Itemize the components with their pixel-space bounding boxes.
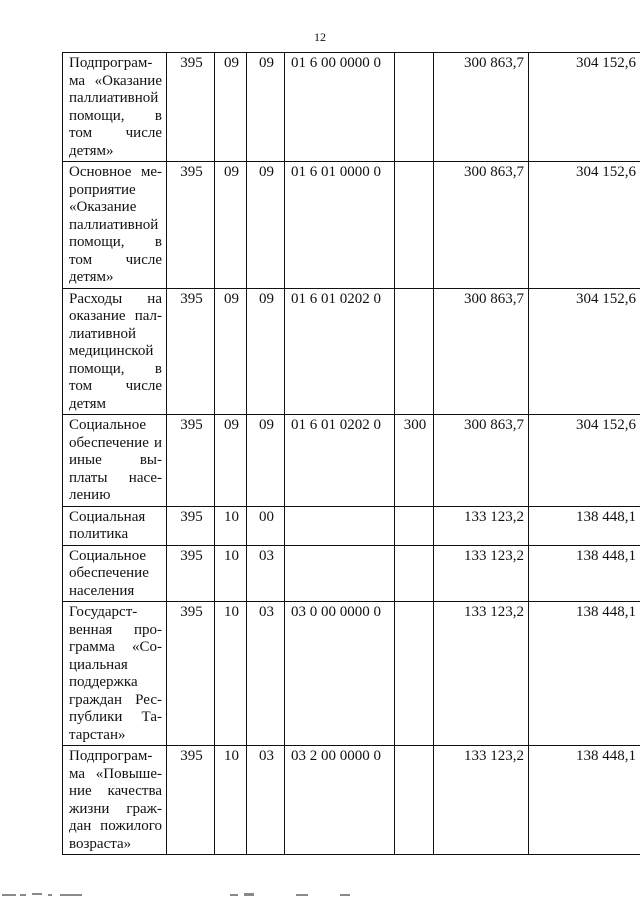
table-body bbox=[63, 53, 640, 855]
cell-expense-type bbox=[395, 53, 434, 162]
table-row bbox=[63, 288, 640, 415]
cell-sum-1: 133 123,2 bbox=[434, 506, 529, 545]
cell-target-code: 03 0 00 0000 0 bbox=[285, 602, 395, 746]
cell-subsection: 09 bbox=[247, 415, 285, 507]
cell-sum-1: 133 123,2 bbox=[434, 746, 529, 855]
cell-sum-2: 138 448,1 bbox=[529, 602, 640, 746]
cell-section: 10 bbox=[215, 506, 247, 545]
cell-name: Социальная политика bbox=[63, 506, 167, 545]
cell-section: 09 bbox=[215, 415, 247, 507]
cell-sum-1: 133 123,2 bbox=[434, 602, 529, 746]
cell-target-code: 03 2 00 0000 0 bbox=[285, 746, 395, 855]
cell-ministry: 395 bbox=[167, 602, 215, 746]
table-row bbox=[63, 506, 640, 545]
table-row bbox=[63, 746, 640, 855]
cell-sum-2: 304 152,6 bbox=[529, 162, 640, 289]
cell-target-code bbox=[285, 545, 395, 602]
cell-section: 09 bbox=[215, 162, 247, 289]
cell-sum-1: 300 863,7 bbox=[434, 53, 529, 162]
cell-subsection: 03 bbox=[247, 602, 285, 746]
cell-section: 09 bbox=[215, 53, 247, 162]
cell-name: Государст-венная про-грамма «Со-циальная поддержка граждан Рес-публики Та-тарстан» bbox=[63, 602, 167, 746]
cell-subsection: 09 bbox=[247, 288, 285, 415]
cell-ministry: 395 bbox=[167, 53, 215, 162]
cell-expense-type bbox=[395, 288, 434, 415]
cell-subsection: 00 bbox=[247, 506, 285, 545]
cell-ministry: 395 bbox=[167, 415, 215, 507]
cell-sum-2: 304 152,6 bbox=[529, 415, 640, 507]
cell-target-code bbox=[285, 506, 395, 545]
scan-noise-strip bbox=[0, 888, 640, 902]
cell-subsection: 09 bbox=[247, 53, 285, 162]
cell-expense-type bbox=[395, 162, 434, 289]
cell-ministry: 395 bbox=[167, 746, 215, 855]
cell-section: 10 bbox=[215, 746, 247, 855]
cell-sum-1: 133 123,2 bbox=[434, 545, 529, 602]
cell-target-code: 01 6 01 0202 0 bbox=[285, 415, 395, 507]
cell-subsection: 03 bbox=[247, 746, 285, 855]
cell-ministry: 395 bbox=[167, 162, 215, 289]
cell-sum-2: 138 448,1 bbox=[529, 545, 640, 602]
cell-target-code: 01 6 01 0202 0 bbox=[285, 288, 395, 415]
cell-name: Социальное обеспечение населения bbox=[63, 545, 167, 602]
table-row bbox=[63, 545, 640, 602]
cell-section: 10 bbox=[215, 545, 247, 602]
table-row bbox=[63, 53, 640, 162]
cell-expense-type bbox=[395, 545, 434, 602]
page-number: 12 bbox=[314, 30, 326, 44]
cell-name: Подпрограм-ма «Оказание паллиативной помощи, в том числе детям» bbox=[63, 53, 167, 162]
cell-name: Подпрограм-ма «Повыше-ние качества жизни граж-дан пожилого возраста» bbox=[63, 746, 167, 855]
cell-name: Основное ме-роприятие «Оказание паллиативной помощи, в том числе детям» bbox=[63, 162, 167, 289]
cell-sum-1: 300 863,7 bbox=[434, 288, 529, 415]
cell-sum-2: 138 448,1 bbox=[529, 506, 640, 545]
cell-target-code: 01 6 01 0000 0 bbox=[285, 162, 395, 289]
cell-ministry: 395 bbox=[167, 288, 215, 415]
table-row bbox=[63, 602, 640, 746]
cell-ministry: 395 bbox=[167, 506, 215, 545]
cell-sum-2: 138 448,1 bbox=[529, 746, 640, 855]
cell-subsection: 09 bbox=[247, 162, 285, 289]
cell-expense-type bbox=[395, 602, 434, 746]
budget-table bbox=[62, 52, 640, 855]
table-row bbox=[63, 162, 640, 289]
cell-expense-type: 300 bbox=[395, 415, 434, 507]
cell-expense-type bbox=[395, 746, 434, 855]
table-row bbox=[63, 415, 640, 507]
cell-sum-2: 304 152,6 bbox=[529, 288, 640, 415]
cell-subsection: 03 bbox=[247, 545, 285, 602]
cell-section: 10 bbox=[215, 602, 247, 746]
cell-sum-2: 304 152,6 bbox=[529, 53, 640, 162]
cell-name: Социальное обеспечение и иные вы-платы насе-лению bbox=[63, 415, 167, 507]
cell-section: 09 bbox=[215, 288, 247, 415]
cell-target-code: 01 6 00 0000 0 bbox=[285, 53, 395, 162]
cell-sum-1: 300 863,7 bbox=[434, 162, 529, 289]
cell-ministry: 395 bbox=[167, 545, 215, 602]
cell-sum-1: 300 863,7 bbox=[434, 415, 529, 507]
cell-expense-type bbox=[395, 506, 434, 545]
cell-name: Расходы на оказание пал-лиативной медицинской помощи, в том числе детям bbox=[63, 288, 167, 415]
